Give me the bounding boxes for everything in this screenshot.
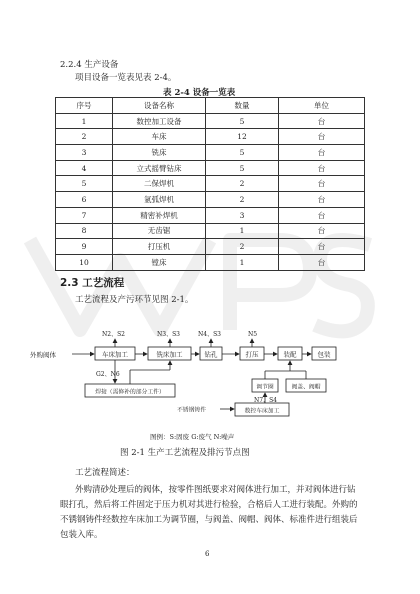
table-cell: 车床 xyxy=(113,129,206,145)
press-label: 打压 xyxy=(245,350,259,359)
table-cell: 立式摇臂钻床 xyxy=(113,160,206,176)
table-cell: 台 xyxy=(279,254,365,270)
table-cell: 6 xyxy=(56,192,113,208)
table-cell: 5 xyxy=(206,160,279,176)
table-cell: 5 xyxy=(206,113,279,129)
page-number: 6 xyxy=(205,550,210,558)
table-cell: 台 xyxy=(279,113,365,129)
table-row xyxy=(56,160,365,176)
table-cell: 氩弧焊机 xyxy=(113,192,206,208)
table-cell: 台 xyxy=(279,207,365,223)
description-body xyxy=(60,483,380,543)
table-cell: 7 xyxy=(56,207,113,223)
table-cell: 1 xyxy=(56,113,113,129)
table-cell: 2 xyxy=(206,176,279,192)
process-flow-diagram xyxy=(30,325,390,425)
table-cell: 数控加工设备 xyxy=(113,113,206,129)
table-row xyxy=(56,129,365,145)
figure-caption: 图 2-1 生产工艺流程及排污节点图 xyxy=(120,448,250,458)
description-line: 眼打孔，然后将工件固定于压力机对其进行检验，合格后人工进行装配。外购的 xyxy=(60,500,358,510)
description-heading: 工艺流程简述： xyxy=(75,468,135,478)
table-cell: 台 xyxy=(279,129,365,145)
table-cell: 2 xyxy=(206,192,279,208)
description-line: 外购清砂处理后的阀体，按零件图纸要求对阀体进行加工，并对阀体进行钻 xyxy=(75,485,356,495)
table-cell: 2 xyxy=(206,239,279,255)
col-header: 数量 xyxy=(206,98,279,114)
input-label: 外购阀体 xyxy=(30,351,56,359)
mill-label: 铣床加工 xyxy=(156,350,183,359)
table-intro: 项目设备一览表见表 2-4。 xyxy=(75,73,177,83)
table-cell: 12 xyxy=(206,129,279,145)
table-cell: 5 xyxy=(56,176,113,192)
table-cell: 1 xyxy=(206,223,279,239)
table-row xyxy=(56,239,365,255)
table-cell: 3 xyxy=(206,207,279,223)
pollution-n7s4: N7、S4 xyxy=(254,397,277,404)
description-line: 包装入库。 xyxy=(60,530,103,540)
table-row xyxy=(56,145,365,161)
table-cell: 台 xyxy=(279,160,365,176)
pollution-n3s3: N3、S3 xyxy=(157,331,180,338)
table-row xyxy=(56,207,365,223)
table-cell: 二保焊机 xyxy=(113,176,206,192)
table-cell: 打压机 xyxy=(113,239,206,255)
cover-label: 阀盖、阀帽 xyxy=(291,384,321,391)
col-header: 单位 xyxy=(279,98,365,114)
package-label: 包装 xyxy=(317,350,331,359)
regulator-label: 调节圈 xyxy=(256,384,274,391)
table-header-row xyxy=(56,98,365,114)
table-cell: 镗床 xyxy=(113,254,206,270)
table-cell: 台 xyxy=(279,239,365,255)
table-cell: 台 xyxy=(279,192,365,208)
table-cell: 1 xyxy=(206,254,279,270)
pollution-g2n6: G2、N6 xyxy=(96,371,120,378)
section-intro: 工艺流程及产污环节见图 2-1。 xyxy=(75,295,194,305)
cnc-label: 数控车床加工 xyxy=(244,408,280,415)
equipment-table xyxy=(55,97,365,271)
table-cell: 3 xyxy=(56,145,113,161)
table-cell: 铣床 xyxy=(113,145,206,161)
table-row xyxy=(56,176,365,192)
table-row xyxy=(56,192,365,208)
figure-legend: 图例：S:固废 G:废气 N:噪声 xyxy=(150,433,235,441)
table-cell: 台 xyxy=(279,145,365,161)
table-cell: 精密补焊机 xyxy=(113,207,206,223)
table-cell: 4 xyxy=(56,160,113,176)
table-row xyxy=(56,223,365,239)
table-row xyxy=(56,254,365,270)
weld-label: 焊接（需修补的部分工件） xyxy=(95,389,165,396)
table-cell: 9 xyxy=(56,239,113,255)
col-header: 设备名称 xyxy=(113,98,206,114)
table-cell: 5 xyxy=(206,145,279,161)
subsection-heading: 2.2.4 生产设备 xyxy=(60,60,119,70)
stainless-label: 不锈钢铸件 xyxy=(177,407,206,414)
pollution-n4s3: N4、S3 xyxy=(198,331,221,338)
section-heading: 2.3 工艺流程 xyxy=(60,277,125,289)
assemble-label: 装配 xyxy=(283,350,297,359)
table-cell: 无齿锯 xyxy=(113,223,206,239)
table-cell: 10 xyxy=(56,254,113,270)
table-caption: 表 2-4 设备一览表 xyxy=(163,88,236,98)
table-row xyxy=(56,113,365,129)
pollution-n5: N5 xyxy=(248,331,258,338)
table-cell: 台 xyxy=(279,176,365,192)
lathe-label: 车床加工 xyxy=(102,350,128,359)
table-cell: 台 xyxy=(279,223,365,239)
pollution-n2s2: N2、S2 xyxy=(102,331,125,338)
table-cell: 2 xyxy=(56,129,113,145)
description-line: 不锈钢铸件经数控车床加工为调节圈，与阀盖、阀帽、阀体、标准件进行组装后 xyxy=(60,515,358,525)
table-cell: 8 xyxy=(56,223,113,239)
col-header: 序号 xyxy=(56,98,113,114)
drill-label: 钻孔 xyxy=(204,350,218,359)
